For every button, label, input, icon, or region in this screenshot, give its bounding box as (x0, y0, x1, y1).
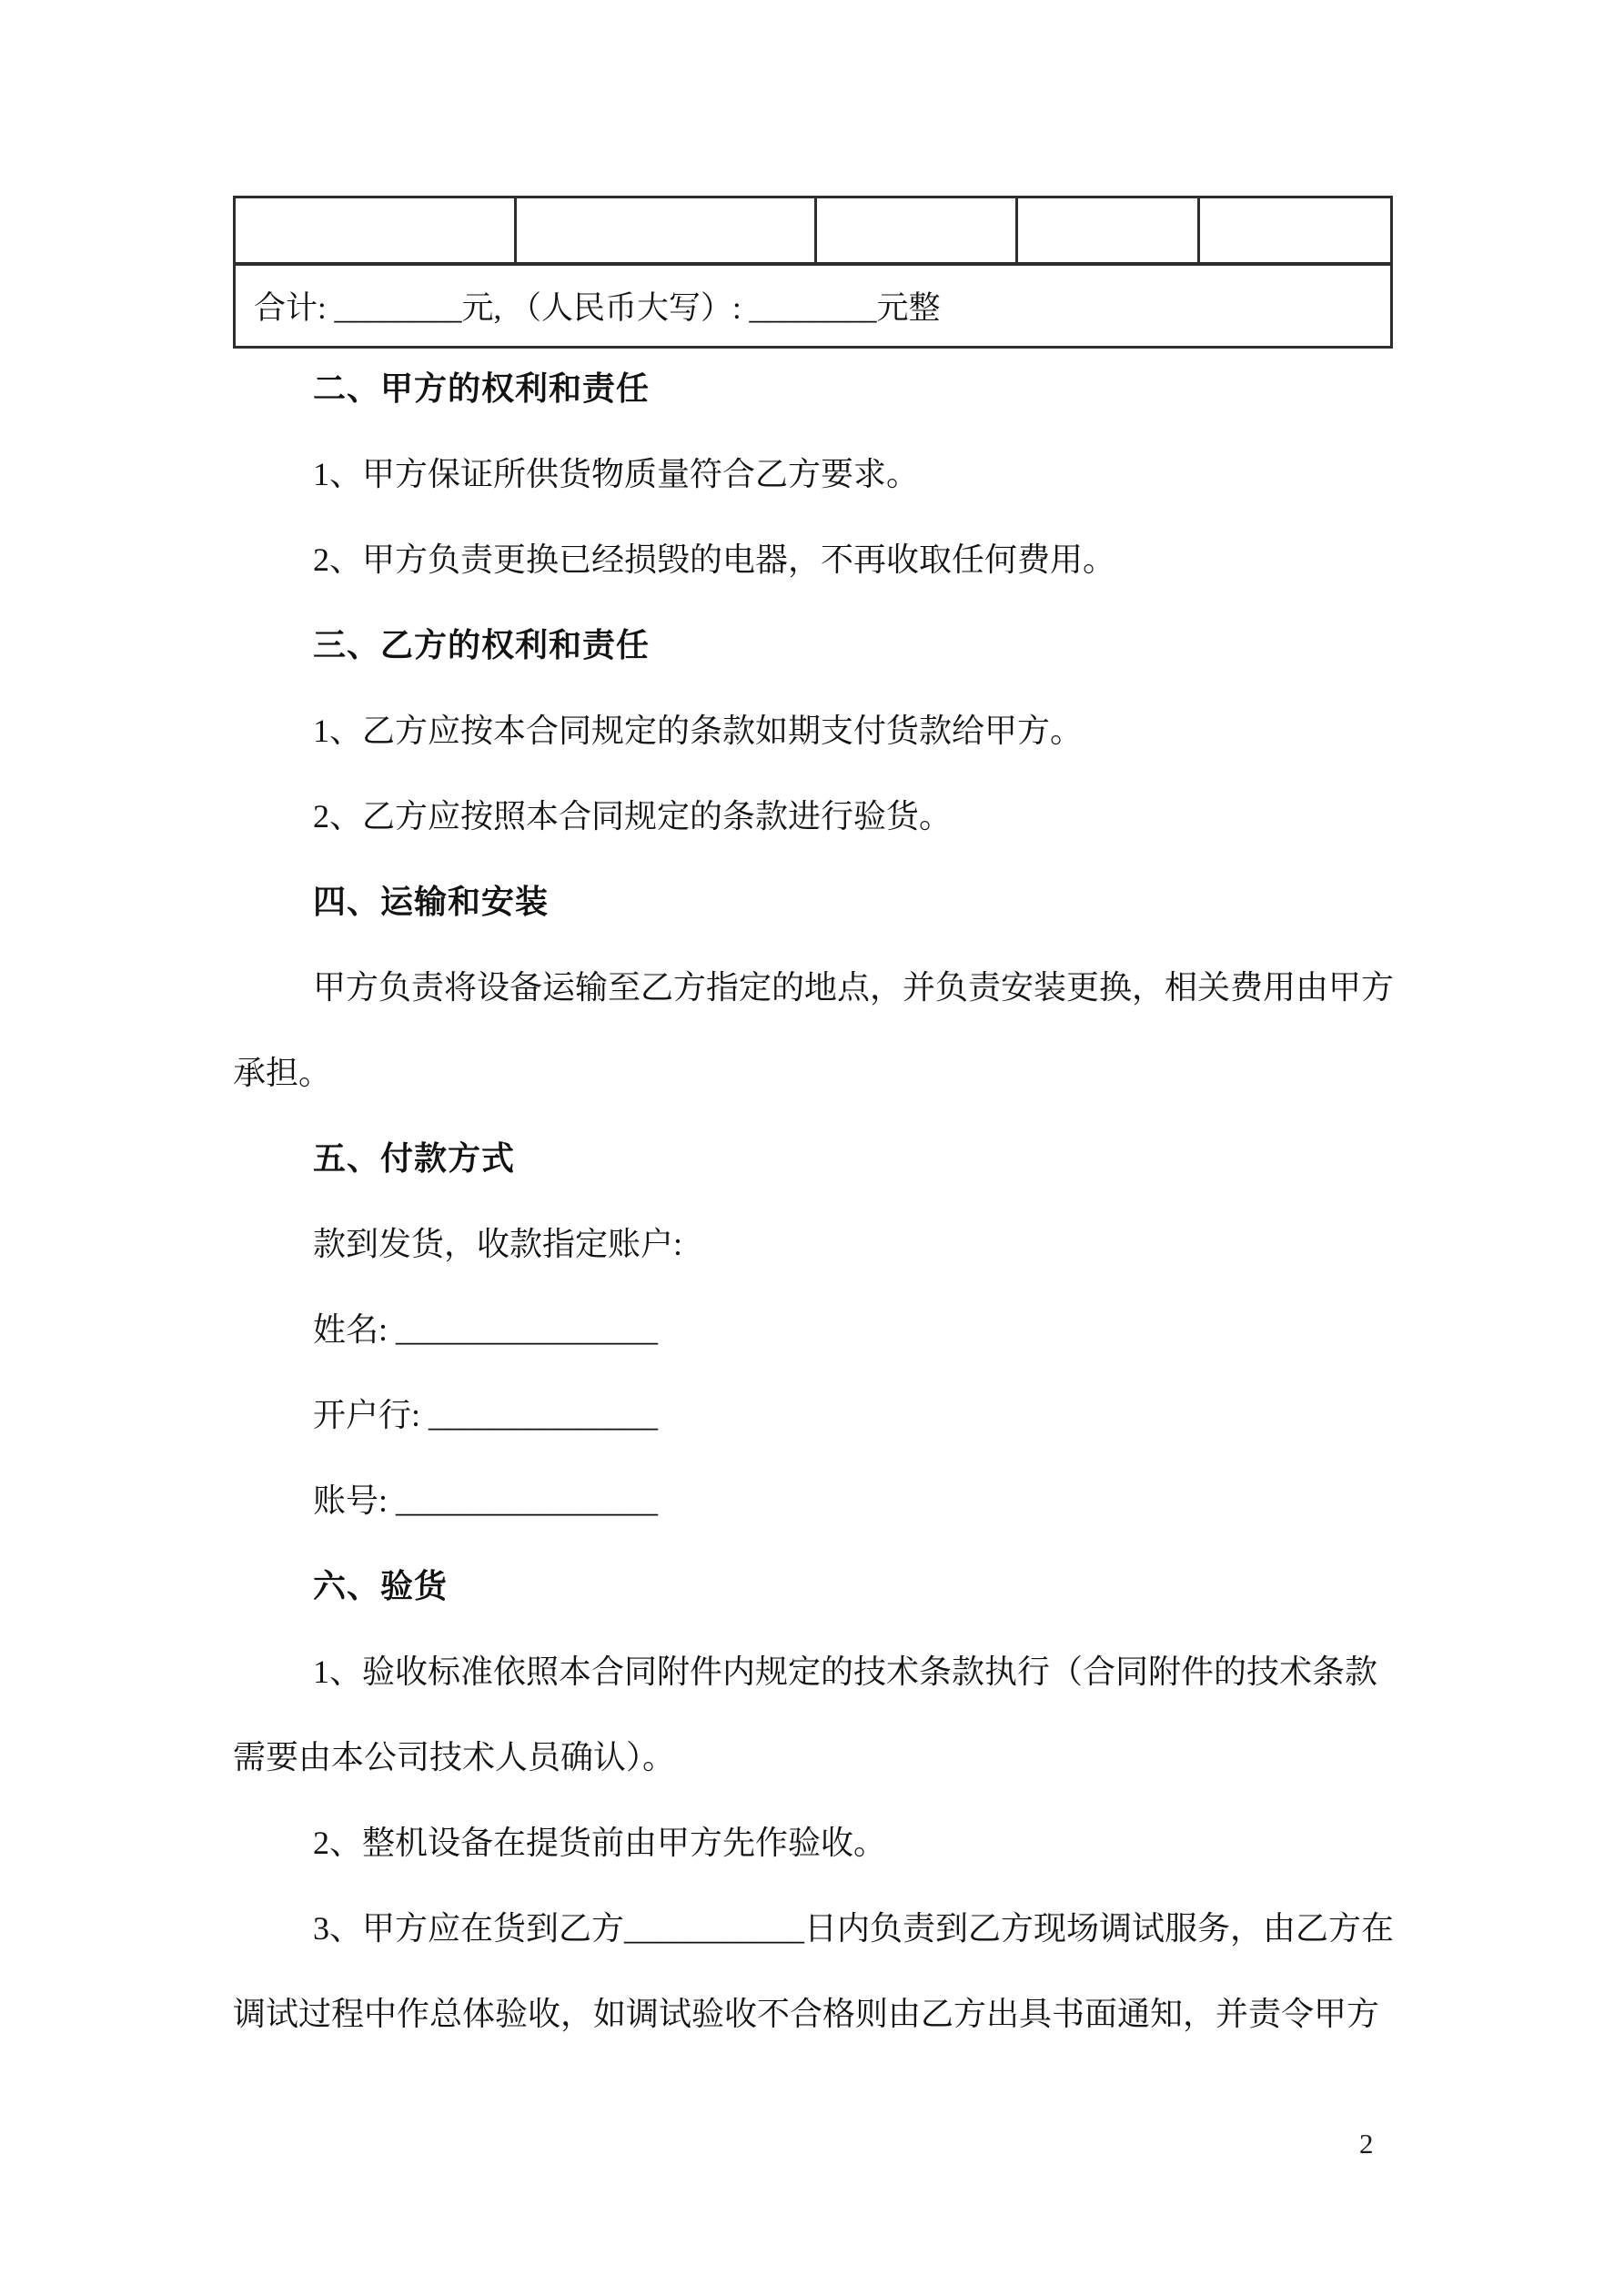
table-cell-empty (1016, 197, 1198, 265)
table-row-total (235, 264, 1392, 348)
section-heading-2: 二、甲方的权利和责任 (313, 369, 651, 407)
price-table (233, 196, 1393, 349)
section-heading-3: 三、乙方的权利和责任 (313, 626, 651, 663)
contract-clause: 1、乙方应按本合同规定的条款如期支付货款给甲方。 (313, 713, 1084, 749)
table-cell-empty (815, 197, 1016, 265)
contract-clause-continuation: 需要由本公司技术人员确认）。 (233, 1739, 676, 1775)
contract-clause: 2、甲方负责更换已经损毁的电器，不再收取任何费用。 (313, 541, 1116, 578)
bank-field: 开户行: ______________ (313, 1397, 659, 1433)
contract-clause: 2、乙方应按照本合同规定的条款进行验货。 (313, 798, 953, 834)
table-cell-empty (235, 197, 516, 265)
contract-clause: 甲方负责将设备运输至乙方指定的地点，并负责安装更换，相关费用由甲方 (313, 969, 1395, 1006)
section-heading-6: 六、验货 (313, 1567, 449, 1604)
contract-clause: 2、整机设备在提货前由甲方先作验收。 (313, 1825, 887, 1861)
contract-body (233, 346, 1397, 2057)
contract-clause-continuation: 调试过程中作总体验收，如调试验收不合格则由乙方出具书面通知，并责令甲方 (233, 1996, 1380, 2032)
contract-clause: 3、甲方应在货到乙方___________日内负责到乙方现场调试服务，由乙方在 (313, 1910, 1395, 1947)
section-heading-4: 四、运输和安装 (313, 883, 550, 920)
table-cell-empty (516, 197, 815, 265)
total-amount-cell: 合计: ________元, （人民币大写）: ________元整 (235, 264, 1392, 348)
payee-name-field: 姓名: ________________ (313, 1311, 659, 1348)
section-heading-5: 五、付款方式 (313, 1139, 516, 1177)
contract-clause: 1、甲方保证所供货物质量符合乙方要求。 (313, 456, 920, 492)
table-row (235, 197, 1392, 265)
account-number-field: 账号: ________________ (313, 1482, 659, 1519)
contract-clause-continuation: 承担。 (233, 1055, 332, 1091)
page-number: 2 (1359, 2128, 1374, 2159)
table-cell-empty (1198, 197, 1391, 265)
contract-clause: 1、验收标准依照本合同附件内规定的技术条款执行（合同附件的技术条款 (313, 1654, 1378, 1690)
contract-clause: 款到发货，收款指定账户: (313, 1226, 683, 1262)
